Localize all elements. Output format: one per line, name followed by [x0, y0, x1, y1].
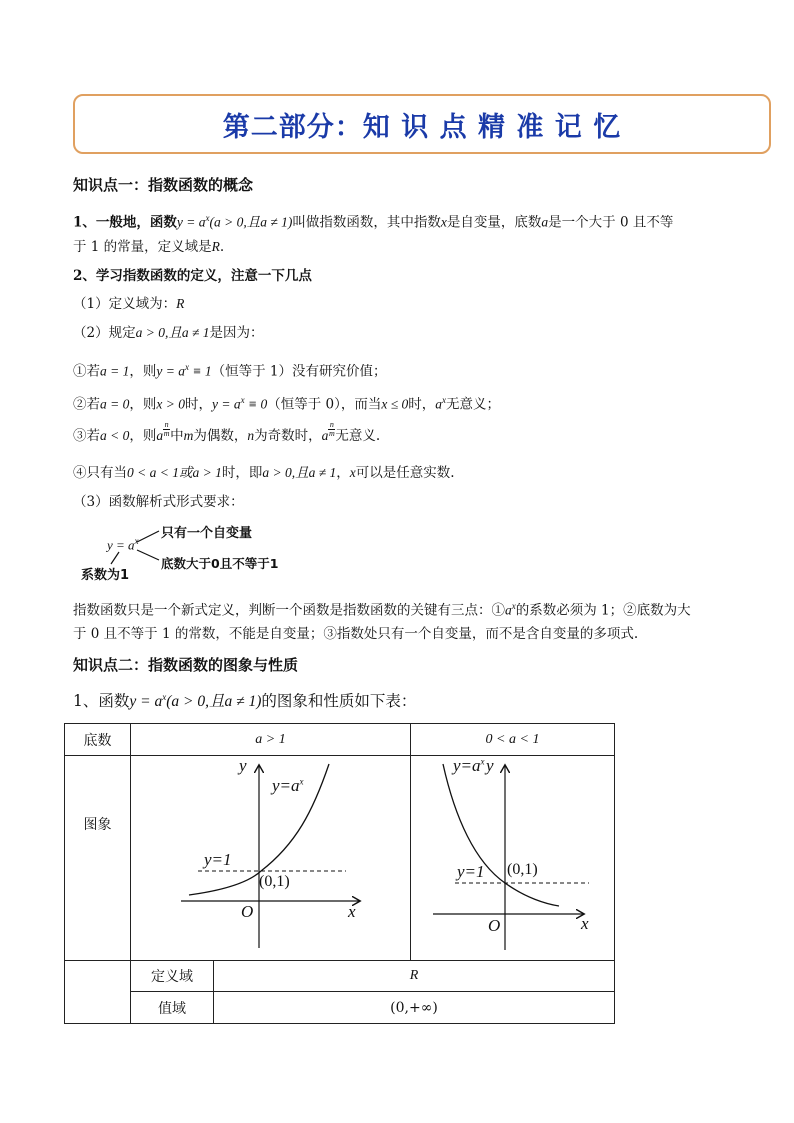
graph1-origin-label: O [241, 902, 254, 921]
graph2-point-label: (0,1) [507, 861, 538, 878]
graph1-line-label: y=1 [204, 850, 232, 869]
graph2-y-label: y [486, 756, 494, 775]
page-title: 第二部分：知 识 点 精 准 记 忆 [222, 111, 622, 143]
kp1-item-2: （2）规定a > 0,且a ≠ 1是因为： [73, 325, 264, 341]
graph2-origin-label: O [488, 916, 501, 935]
kp1-case-2: ②若a = 0，则x > 0时，$y = a^x \equiv 0$（恒等于 0），而当x ≤ 0时，$a^x$无意义； [73, 395, 501, 413]
kp2-intro: 1、函数$y = a^x(a > 0$,且a ≠ 1)的图象和性质如下表： [73, 691, 417, 710]
graph2-curve-label: $y=a^x$ [453, 756, 485, 775]
table-empty-cell [65, 961, 131, 1024]
kp1-note-line2: 于 0 且不等于 1 的常数，不能是自变量；③指数处只有一个自变量，而不是含自变量的多项式. [73, 626, 639, 642]
graph-cell-increasing [131, 756, 411, 961]
kp1-item-3: （3）函数解析式形式要求： [73, 494, 244, 510]
table-header-a-lt-1: 0 < a < 1 [411, 724, 615, 756]
table-value-domain: R [214, 961, 615, 992]
graph2-line-label: y=1 [457, 862, 485, 881]
diagram-label-base: 底数大于0且不等于1 [161, 556, 279, 571]
kp1-item-1: （1）定义域为：R [73, 296, 185, 312]
kp1-paragraph-1: 1、一般地，函数$y = a^x(a > 0$,且a ≠ 1)叫做指数函数，其中指数x是自变量，底数a是一个大于 0 且不等 [73, 213, 674, 231]
kp1-paragraph-1-line2: 于 1 的常量，定义域是R. [73, 239, 225, 255]
diagram-formula: $y = a^x$ [107, 536, 139, 553]
graph1-curve-label: $y=a^x$ [272, 776, 304, 795]
graph1-x-label: x [348, 902, 356, 921]
table-row-range [65, 992, 615, 1024]
graph-cell-decreasing [411, 756, 615, 961]
table-label-graph: 图象 [65, 756, 131, 961]
table-label-domain: 定义域 [131, 961, 214, 992]
kp1-case-4: ④只有当0 < a < 1或a > 1时，即a > 0,且a ≠ 1，x可以是任意实数. [73, 465, 455, 481]
table-header-base: 底数 [65, 724, 131, 756]
form-requirement-diagram [75, 520, 305, 582]
graph1-y-label: y [239, 756, 247, 775]
graph1-point-label: (0,1) [259, 873, 290, 890]
diagram-label-single-variable: 只有一个自变量 [161, 526, 253, 541]
diagram-label-coefficient: 系数为1 [81, 568, 130, 583]
table-label-range: 值域 [131, 992, 214, 1024]
title-banner [73, 94, 771, 154]
table-header-row [65, 724, 615, 756]
table-row-graph [65, 756, 615, 961]
kp2-heading: 知识点二：指数函数的图象与性质 [73, 656, 299, 674]
graph2-x-label: x [581, 914, 589, 933]
properties-table [64, 723, 615, 1024]
table-value-range: (0,+∞) [214, 992, 615, 1024]
kp1-note-line1: 指数函数只是一个新式定义，判断一个函数是指数函数的关键有三点：$①a^x$的系数必须为 1；②底数为大 [73, 601, 691, 619]
exp-curve-decreasing [443, 764, 559, 906]
kp1-paragraph-2: 2、学习指数函数的定义，注意一下几点 [73, 268, 312, 284]
table-row-domain [65, 961, 615, 992]
kp1-case-1: ①若a = 1，则$y = a^x \equiv 1$（恒等于 1）没有研究价值； [73, 362, 387, 380]
table-header-a-gt-1: a > 1 [131, 724, 411, 756]
kp1-heading: 知识点一：指数函数的概念 [73, 176, 254, 194]
kp1-case-3: ③若a < 0，则$a\frac{n}{m}$中m为偶数，n为奇数时，$a\frac{n}{m}$无意义. [73, 420, 381, 444]
